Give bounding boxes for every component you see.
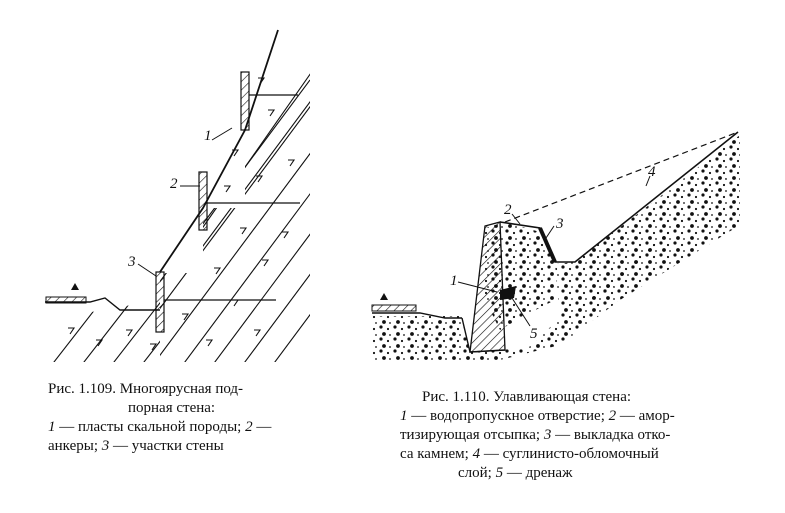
- fig110-legend-line2: тизирующая отсыпка; 3 — выкладка отко-: [400, 427, 671, 443]
- fig109-caption: [48, 380, 338, 456]
- fig110-caption-title: Рис. 1.110. Улавливающая стена:: [422, 389, 632, 405]
- fig109-label-3: 3: [128, 254, 136, 270]
- fig110-legend-line1: 1 — водопропускное отверстие; 2 — амор-: [400, 408, 675, 424]
- fig110-label-1: 1: [450, 273, 458, 289]
- fig109-caption-line2: порная стена:: [128, 400, 216, 416]
- fig110-label-3: 3: [556, 216, 564, 232]
- anchors: [164, 95, 300, 300]
- fig110-label-5: 5: [530, 326, 538, 342]
- fig109-label-2: 2: [170, 176, 178, 192]
- fig109-label-1: 1: [204, 128, 212, 144]
- fig110-caption: [400, 388, 770, 483]
- fig109-legend-line1: 1 — пласты скальной породы; 2 —: [48, 419, 272, 435]
- fig109-caption-line1: Рис. 1.109. Многоярусная под-: [48, 381, 244, 397]
- wall-section-2: [199, 172, 207, 230]
- fig109-legend-line2: анкеры; 3 — участки стены: [48, 438, 224, 454]
- wall-section-3: [156, 272, 164, 332]
- wall-section-1: [241, 72, 249, 130]
- fig110-label-2: 2: [504, 202, 512, 218]
- fig110-diagram: [372, 132, 740, 360]
- fig110-legend-line4: слой; 5 — дренаж: [458, 465, 573, 481]
- fig110-legend-line3: са камнем; 4 — суглинисто-обломочный: [400, 446, 659, 462]
- catch-wall: [470, 222, 505, 352]
- fig110-label-4: 4: [648, 164, 656, 180]
